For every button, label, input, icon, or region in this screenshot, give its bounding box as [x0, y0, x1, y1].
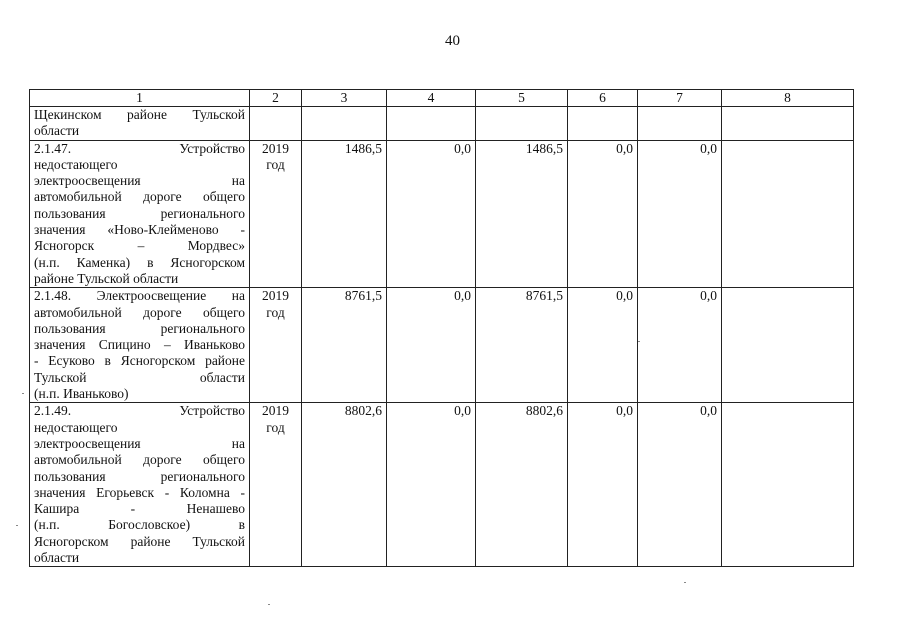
value-cell-c4 — [387, 107, 476, 141]
description-line: значения Спицино – Иваньково — [34, 337, 245, 353]
description-line: недостающего — [34, 156, 118, 172]
value-cell-c3: 8761,5 — [302, 288, 387, 403]
table-row — [30, 288, 854, 403]
value-cell-c7: 0,0 — [638, 288, 722, 403]
description-line: (н.п. Каменка) в Ясногорском — [34, 254, 245, 270]
value-cell-c3: 1486,5 — [302, 140, 387, 288]
scan-speck — [22, 393, 24, 394]
header-cell: 5 — [476, 90, 568, 107]
year-cell: 2019 год — [250, 403, 302, 567]
item-description-cell — [30, 107, 250, 141]
value-cell-c5 — [476, 107, 568, 141]
value-cell-c8 — [722, 288, 854, 403]
header-cell: 7 — [638, 90, 722, 107]
value-cell-c6: 0,0 — [568, 140, 638, 288]
header-cell: 6 — [568, 90, 638, 107]
value-cell-c5: 8802,6 — [476, 403, 568, 567]
item-description-cell — [30, 140, 250, 288]
value-cell-c8 — [722, 107, 854, 141]
value-cell-c6: 0,0 — [568, 403, 638, 567]
description-line: 2.1.49. Устройство — [34, 403, 245, 419]
description-line: Тульской области — [34, 369, 245, 385]
description-line: (н.п. Иваньково) — [34, 386, 129, 402]
description-line: пользования регионального — [34, 468, 245, 484]
value-cell-c6 — [568, 107, 638, 141]
header-cell: 2 — [250, 90, 302, 107]
header-row — [30, 90, 854, 107]
scan-speck — [16, 525, 18, 526]
description-line: автомобильной дороге общего — [34, 189, 245, 205]
description-line: Щекинском районе Тульской — [34, 107, 245, 122]
description-line: значения «Ново-Клейменово - — [34, 222, 245, 238]
description-line: электроосвещения на — [34, 435, 245, 451]
page-number: 40 — [445, 33, 460, 49]
description-line: недостающего — [34, 419, 118, 435]
value-cell-c8 — [722, 403, 854, 567]
description-line: (н.п. Богословское) в — [34, 517, 245, 533]
table-row — [30, 107, 854, 141]
description-line: - Есуково в Ясногорском районе — [34, 353, 245, 369]
year-cell: 2019 год — [250, 140, 302, 288]
description-line: Кашира - Ненашево — [34, 501, 245, 517]
item-description-cell — [30, 403, 250, 567]
header-cell: 4 — [387, 90, 476, 107]
description-line: 2.1.47. Устройство — [34, 140, 245, 156]
value-cell-c4: 0,0 — [387, 140, 476, 288]
description-line: 2.1.48. Электроосвещение на — [34, 288, 245, 304]
scan-speck — [638, 341, 640, 342]
scan-speck — [268, 604, 270, 605]
value-cell-c4: 0,0 — [387, 403, 476, 567]
header-cell: 8 — [722, 90, 854, 107]
budget-table — [29, 89, 854, 567]
value-cell-c3: 8802,6 — [302, 403, 387, 567]
year-cell — [250, 107, 302, 141]
table-row — [30, 403, 854, 567]
description-line: области — [34, 550, 80, 566]
description-line: районе Тульской области — [34, 270, 179, 286]
description-line: пользования регионального — [34, 205, 245, 221]
value-cell-c6: 0,0 — [568, 288, 638, 403]
value-cell-c3 — [302, 107, 387, 141]
scan-speck — [684, 582, 686, 583]
description-line: электроосвещения на — [34, 173, 245, 189]
description-line: значения Егорьевск - Коломна - — [34, 484, 245, 500]
header-cell: 3 — [302, 90, 387, 107]
description-line: Ясногорск – Мордвес» — [34, 238, 245, 254]
year-cell: 2019 год — [250, 288, 302, 403]
description-line: автомобильной дороге общего — [34, 304, 245, 320]
description-line: пользования регионального — [34, 320, 245, 336]
description-line: области — [34, 123, 80, 139]
value-cell-c7: 0,0 — [638, 403, 722, 567]
value-cell-c8 — [722, 140, 854, 288]
value-cell-c5: 8761,5 — [476, 288, 568, 403]
value-cell-c5: 1486,5 — [476, 140, 568, 288]
header-cell: 1 — [30, 90, 250, 107]
value-cell-c4: 0,0 — [387, 288, 476, 403]
table-row — [30, 140, 854, 288]
description-line: автомобильной дороге общего — [34, 452, 245, 468]
description-line: Ясногорском районе Тульской — [34, 533, 245, 549]
value-cell-c7 — [638, 107, 722, 141]
item-description-cell — [30, 288, 250, 403]
value-cell-c7: 0,0 — [638, 140, 722, 288]
